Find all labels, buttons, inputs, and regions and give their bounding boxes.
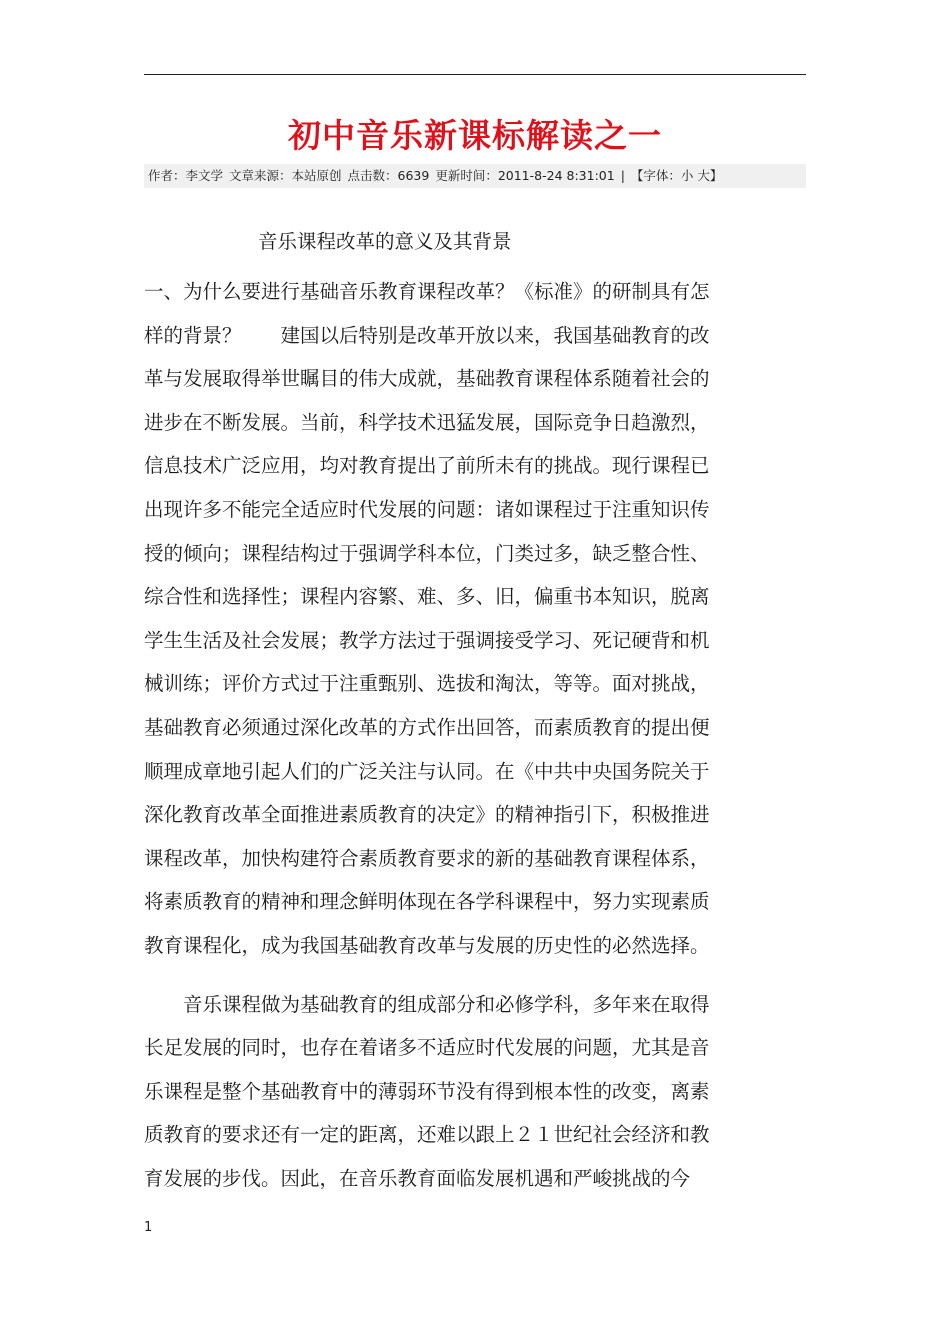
text-line: 乐课程是整个基础教育中的薄弱环节没有得到根本性的改变，离素 [144,1079,710,1103]
text-line: 将素质教育的精神和理念鲜明体现在各学科课程中，努力实现素质 [144,890,710,914]
text-line: 学生生活及社会发展；教学方法过于强调接受学习、死记硬背和机 [144,628,710,652]
text-line: 革与发展取得举世瞩目的伟大成就，基础教育课程体系随着社会的 [144,367,710,391]
meta-updated: 更新时间：2011-8-24 8:31:01 [435,168,615,183]
document-title: 初中音乐新课标解读之一 [288,116,662,155]
meta-source: 文章来源：本站原创 [229,168,342,183]
header-rule [144,74,806,75]
paragraph-1 [144,270,808,968]
meta-separator: | [620,168,625,183]
text-line: 质教育的要求还有一定的距离，还难以跟上２１世纪社会经济和教 [144,1123,710,1147]
text-line: 音乐课程做为基础教育的组成部分和必修学科，多年来在取得 [144,992,710,1016]
text-line: 信息技术广泛应用，均对教育提出了前所未有的挑战。现行课程已 [144,454,710,478]
meta-author: 作者：李文学 [147,168,223,183]
text-line: 样的背景？ 建国以后特别是改革开放以来，我国基础教育的改 [144,323,710,347]
font-size-control[interactable]: 【字体：小 大】 [630,168,723,183]
paragraph-spacer [144,968,808,983]
text-line: 顺理成章地引起人们的广泛关注与认同。在《中共中央国务院关于 [144,759,710,783]
meta-hits: 点击数：6639 [347,168,430,183]
article-body [144,270,808,1200]
section-subtitle: 音乐课程改革的意义及其背景 [258,230,512,253]
text-line: 基础教育必须通过深化改革的方式作出回答，而素质教育的提出便 [144,715,710,739]
text-line: 一、为什么要进行基础音乐教育课程改革？《标准》的研制具有怎 [144,280,710,303]
article-meta-bar [144,164,806,188]
text-line: 课程改革，加快构建符合素质教育要求的新的基础教育课程体系， [144,846,710,870]
text-line: 长足发展的同时，也存在着诸多不适应时代发展的问题，尤其是音 [144,1036,710,1060]
text-line: 出现许多不能完全适应时代发展的问题：诸如课程过于注重知识传 [144,497,710,521]
text-line: 深化教育改革全面推进素质教育的决定》的精神指引下，积极推进 [144,803,710,827]
text-line: 育发展的步伐。因此，在音乐教育面临发展机遇和严峻挑战的今 [144,1166,691,1190]
text-line: 综合性和选择性；课程内容繁、难、多、旧，偏重书本知识，脱离 [144,585,710,609]
text-line: 授的倾向；课程结构过于强调学科本位，门类过多，缺乏整合性、 [144,541,710,565]
text-line: 进步在不断发展。当前，科学技术迅猛发展，国际竞争日趋激烈， [144,410,710,434]
text-line: 械训练；评价方式过于注重甄别、选拔和淘汰，等等。面对挑战， [144,672,710,696]
text-line: 教育课程化，成为我国基础教育改革与发展的历史性的必然选择。 [144,933,710,957]
paragraph-2 [144,983,808,1201]
page-number: 1 [144,1220,153,1235]
